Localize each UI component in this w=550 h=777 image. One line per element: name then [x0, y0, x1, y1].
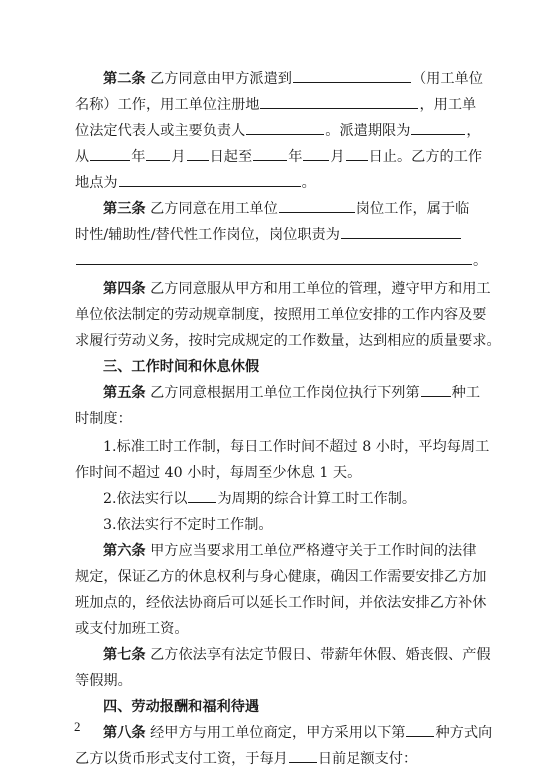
art2-line2: 名称）工作，用工单位注册地 ，用工单 — [75, 94, 485, 116]
art5-title: 第五条 — [103, 385, 146, 401]
section-heading-3: 三、工作时间和休息休假 — [103, 359, 260, 375]
blank-start-year[interactable] — [90, 146, 130, 161]
art3-line3: 。 — [75, 250, 485, 272]
blank-legal-rep[interactable] — [246, 120, 324, 135]
art2-line4: 从 年 月 日起至 年 月 日止。乙方的工作 — [75, 146, 485, 168]
art5-line1: 第五条 乙方同意根据用工单位工作岗位执行下列第 种工 — [103, 382, 513, 404]
blank-pay-day[interactable] — [289, 748, 317, 763]
blank-start-day[interactable] — [187, 146, 209, 161]
section-heading-4: 四、劳动报酬和福利待遇 — [103, 699, 260, 715]
art3-line2: 时性/辅助性/替代性工作岗位，岗位职责为 — [75, 224, 485, 246]
art8-title: 第八条 — [103, 725, 146, 741]
art3-title: 第三条 — [103, 201, 146, 217]
art5-option1-line2: 作时间不超过 40 小时，每周至少休息 1 天。 — [75, 465, 362, 481]
blank-end-year[interactable] — [253, 146, 287, 161]
art2-line1: 第二条 乙方同意由甲方派遣到 （用工单位 — [103, 68, 513, 90]
blank-position[interactable] — [279, 198, 355, 213]
art7-line1: 第七条 乙方依法享有法定节假日、带薪年休假、婚丧假、产假 — [103, 647, 491, 663]
art6-title: 第六条 — [103, 543, 146, 559]
page-number: 2 — [74, 719, 81, 734]
blank-end-month[interactable] — [303, 146, 329, 161]
blank-dispatch-period[interactable] — [411, 120, 465, 135]
blank-job-duties-cont[interactable] — [76, 250, 472, 265]
art8-line2: 乙方以货币形式支付工资，于每月 日前足额支付： — [75, 748, 485, 770]
art4-title: 第四条 — [103, 281, 146, 297]
blank-work-location[interactable] — [119, 172, 301, 187]
art2-title: 第二条 — [103, 71, 146, 87]
art5-line2: 时制度： — [75, 411, 132, 427]
blank-job-duties[interactable] — [341, 224, 461, 239]
art6-line1: 第六条 甲方应当要求用工单位严格遵守关于工作时间的法律 — [103, 543, 477, 559]
blank-dispatch-unit[interactable] — [293, 68, 411, 83]
art2-line3: 位法定代表人或主要负责人 。派遣期限为 ， — [75, 120, 485, 142]
blank-cycle-period[interactable] — [188, 488, 216, 503]
art4-line2: 单位依法制定的劳动规章制度，按照用工单位安排的工作内容及要 — [75, 307, 487, 323]
blank-registered-address[interactable] — [260, 94, 418, 109]
art5-option1-line1: 1.标准工时工作制，每日工作时间不超过 8 小时，平均每周工 — [103, 439, 490, 455]
art6-line3: 班加点的，经依法协商后可以延长工作时间，并依法安排乙方补休 — [75, 595, 487, 611]
art7-title: 第七条 — [103, 647, 146, 663]
art5-option3: 3.依法实行不定时工作制。 — [103, 517, 273, 533]
blank-end-day[interactable] — [346, 146, 368, 161]
art7-line2: 等假期。 — [75, 673, 132, 689]
blank-payment-method[interactable] — [406, 722, 434, 737]
art4-line1: 第四条 乙方同意服从甲方和用工单位的管理，遵守甲方和用工 — [103, 281, 491, 297]
art8-line1: 第八条 经甲方与用工单位商定，甲方采用以下第 种方式向 — [103, 722, 513, 744]
blank-start-month[interactable] — [146, 146, 170, 161]
art4-line3: 求履行劳动义务，按时完成规定的工作数量，达到相应的质量要求。 — [75, 333, 501, 349]
art6-line4: 或支付加班工资。 — [75, 621, 189, 637]
art5-option2: 2.依法实行以 为周期的综合计算工时工作制。 — [103, 488, 513, 510]
art3-line1: 第三条 乙方同意在用工单位 岗位工作，属于临 — [103, 198, 513, 220]
art6-line2: 规定，保证乙方的休息权利与身心健康，确因工作需要安排乙方加 — [75, 569, 487, 585]
art2-line5: 地点为 。 — [75, 172, 485, 194]
blank-work-hour-system[interactable] — [421, 382, 451, 397]
